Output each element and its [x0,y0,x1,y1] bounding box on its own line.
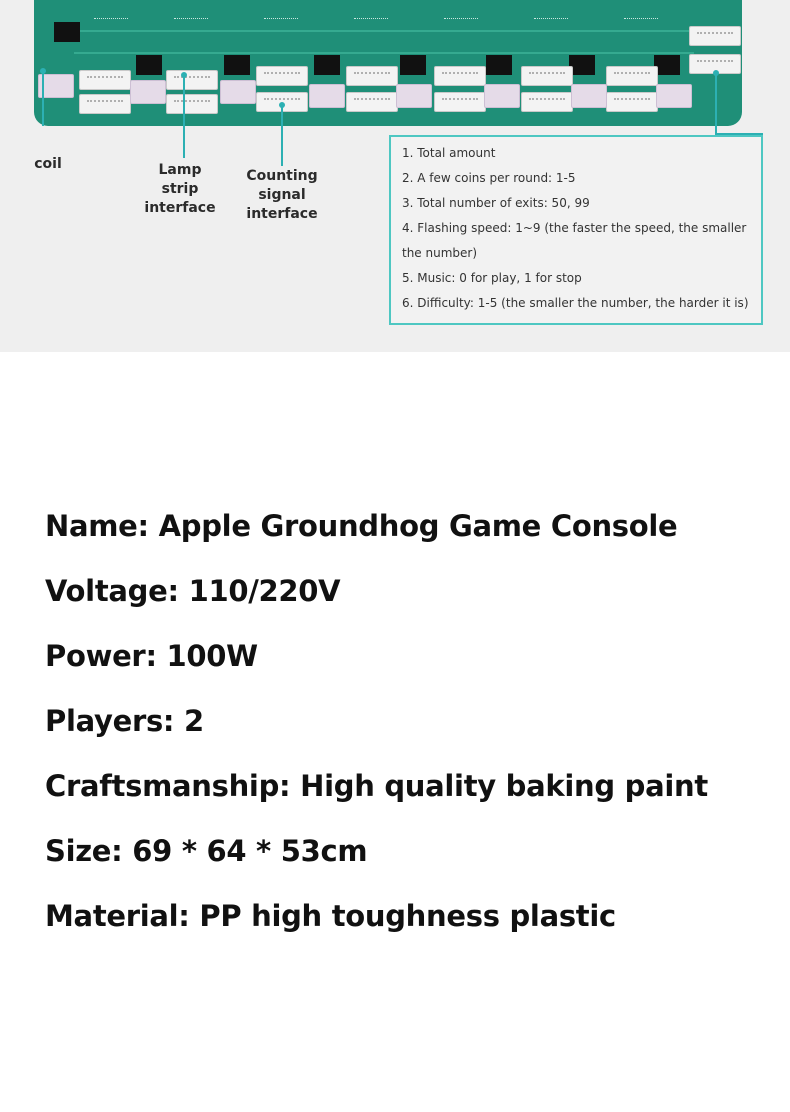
settings-note: 5. Music: 0 for play, 1 for stop [402,271,582,285]
lamp-strip-label: Lamp strip interface [144,162,216,216]
spec-craftsmanship: Craftsmanship: High quality baking paint [45,769,708,803]
spec-name: Name: Apple Groundhog Game Console [45,509,678,543]
settings-note: 2. A few coins per round: 1-5 [402,171,576,185]
spec-players: Players: 2 [45,704,204,738]
counting-callout-line [281,106,283,166]
spec-power: Power: 100W [45,639,258,673]
lamp-strip-callout-line [183,76,185,158]
counting-signal-label: Counting signal interface [246,168,318,222]
settings-callout-line [715,74,717,134]
circuit-board-photo [0,0,790,352]
settings-note: 3. Total number of exits: 50, 99 [402,196,590,210]
settings-note: 1. Total amount [402,146,496,160]
spec-material: Material: PP high toughness plastic [45,899,616,933]
spec-voltage: Voltage: 110/220V [45,574,341,608]
coil-label: coil [34,156,62,172]
settings-note: 4. Flashing speed: 1~9 (the faster the speed, the smaller the number) [402,221,747,260]
settings-note: 6. Difficulty: 1-5 (the smaller the number, the harder it is) [402,296,749,310]
product-specs [45,494,765,949]
circuit-board [34,0,742,126]
settings-notes-box [389,135,763,325]
coil-callout-line [42,72,44,126]
spec-size: Size: 69 * 64 * 53cm [45,834,368,868]
